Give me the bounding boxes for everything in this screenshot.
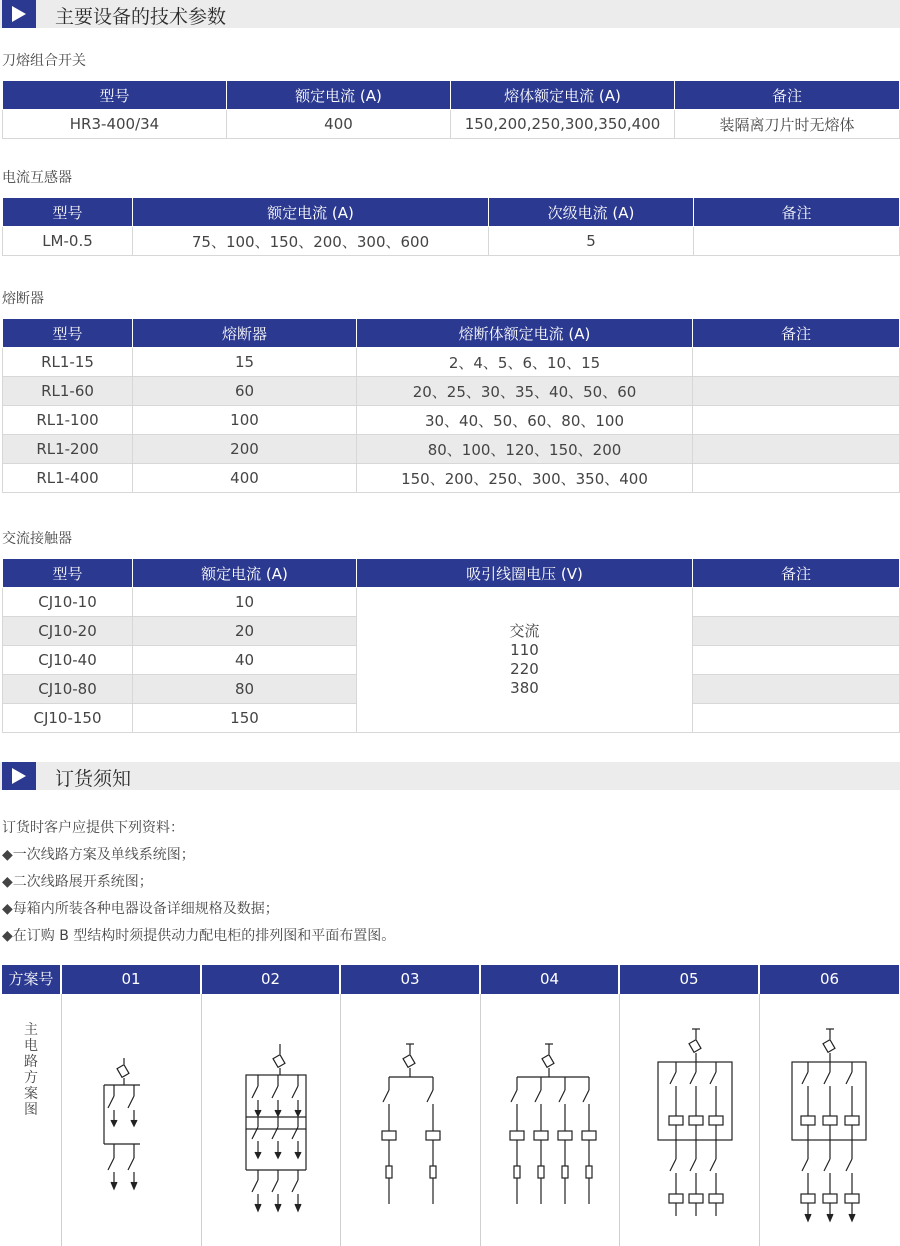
header-cell: 次级电流 (A) xyxy=(489,198,694,227)
header-cell: 额定电流 (A) xyxy=(133,198,489,227)
note-line: ◆在订购 B 型结构时须提供动力配电柜的排列图和平面布置图。 xyxy=(2,928,396,944)
scheme-05-diagram xyxy=(620,994,758,1246)
table-header-row xyxy=(3,198,900,227)
scheme-01-diagram xyxy=(62,994,200,1246)
table-cell: 40 xyxy=(133,646,357,675)
note-line: ◆每箱内所装各种电器设备详细规格及数据； xyxy=(2,901,279,917)
table-cell xyxy=(693,435,900,464)
label-char: 主 xyxy=(24,1022,38,1038)
scheme-header-label: 方案号 xyxy=(2,965,60,994)
contactor-table xyxy=(2,558,900,733)
header-cell: 熔断器 xyxy=(133,319,357,348)
table-cell: 30、40、50、60、80、100 xyxy=(357,406,693,435)
table-cell xyxy=(693,675,900,704)
table-cell: RL1-400 xyxy=(3,464,133,493)
header-cell: 备注 xyxy=(694,198,900,227)
scheme-06-diagram xyxy=(760,994,899,1246)
table-cell: 装隔离刀片时无熔体 xyxy=(675,110,900,139)
table-cell: CJ10-150 xyxy=(3,704,133,733)
table-row xyxy=(3,588,900,617)
table-cell: CJ10-80 xyxy=(3,675,133,704)
label-char: 方 xyxy=(24,1070,38,1086)
voltage-line: 220 xyxy=(510,660,539,678)
table-cell: RL1-200 xyxy=(3,435,133,464)
table-cell: 75、100、150、200、300、600 xyxy=(133,227,489,256)
current-transformer-table xyxy=(2,197,900,256)
table-header-row xyxy=(3,319,900,348)
table-cell: 400 xyxy=(227,110,451,139)
label-char: 电 xyxy=(24,1038,38,1054)
note-line: 订货时客户应提供下列资料： xyxy=(2,820,184,836)
header-cell: 型号 xyxy=(3,559,133,588)
table-cell: 200 xyxy=(133,435,357,464)
scheme-03-diagram xyxy=(341,994,479,1246)
voltage-line: 380 xyxy=(510,679,539,697)
header-cell: 额定电流 (A) xyxy=(227,81,451,110)
scheme-table xyxy=(2,965,899,1246)
header-cell: 备注 xyxy=(693,319,900,348)
scheme-04-diagram xyxy=(481,994,618,1246)
scheme-02-diagram xyxy=(202,994,339,1246)
table-row xyxy=(3,464,900,493)
table-cell: CJ10-40 xyxy=(3,646,133,675)
table-cell: 100 xyxy=(133,406,357,435)
label-char: 路 xyxy=(24,1054,38,1070)
header-cell: 备注 xyxy=(675,81,900,110)
header-cell: 吸引线圈电压 (V) xyxy=(357,559,693,588)
note-line: ◆二次线路展开系统图； xyxy=(2,874,153,890)
section-title: 订货须知 xyxy=(55,768,132,790)
table-cell xyxy=(694,227,900,256)
table-cell: RL1-100 xyxy=(3,406,133,435)
table-cell: 150,200,250,300,350,400 xyxy=(451,110,675,139)
knife-switch-table xyxy=(2,80,900,139)
scheme-number: 04 xyxy=(481,965,618,994)
header-cell: 熔断体额定电流 (A) xyxy=(357,319,693,348)
note-line: ◆一次线路方案及单线系统图； xyxy=(2,847,195,863)
section-bar-order-notes xyxy=(0,762,900,790)
table-cell xyxy=(693,464,900,493)
fuse-title: 熔断器 xyxy=(2,291,44,307)
table-cell: 400 xyxy=(133,464,357,493)
coil-voltage-cell xyxy=(357,588,693,733)
table-cell: 10 xyxy=(133,588,357,617)
table-cell xyxy=(693,348,900,377)
table-cell: HR3-400/34 xyxy=(3,110,227,139)
table-row xyxy=(3,348,900,377)
scheme-number: 03 xyxy=(341,965,479,994)
header-cell: 额定电流 (A) xyxy=(133,559,357,588)
table-cell: RL1-60 xyxy=(3,377,133,406)
table-cell: CJ10-20 xyxy=(3,617,133,646)
table-cell: 60 xyxy=(133,377,357,406)
fuse-table xyxy=(2,318,900,493)
table-row xyxy=(3,227,900,256)
header-cell: 型号 xyxy=(3,81,227,110)
table-cell: 150 xyxy=(133,704,357,733)
header-cell: 备注 xyxy=(693,559,900,588)
current-transformer-title: 电流互感器 xyxy=(2,170,72,186)
scheme-number: 05 xyxy=(620,965,758,994)
main-circuit-label xyxy=(24,1022,42,1118)
table-cell xyxy=(693,406,900,435)
header-cell: 熔体额定电流 (A) xyxy=(451,81,675,110)
table-row xyxy=(3,110,900,139)
table-cell: 150、200、250、300、350、400 xyxy=(357,464,693,493)
table-row xyxy=(3,406,900,435)
section-bar-tech-params xyxy=(0,0,900,28)
table-cell: CJ10-10 xyxy=(3,588,133,617)
voltage-line: 110 xyxy=(510,641,539,659)
table-cell: 20、25、30、35、40、50、60 xyxy=(357,377,693,406)
table-row xyxy=(3,377,900,406)
table-cell: 20 xyxy=(133,617,357,646)
scheme-number: 06 xyxy=(760,965,899,994)
table-cell xyxy=(693,588,900,617)
knife-switch-title: 刀熔组合开关 xyxy=(2,53,86,69)
table-cell: 80 xyxy=(133,675,357,704)
table-header-row xyxy=(3,81,900,110)
table-cell: 15 xyxy=(133,348,357,377)
play-arrow-icon xyxy=(2,0,36,28)
voltage-line: 交流 xyxy=(509,622,540,640)
table-row xyxy=(3,435,900,464)
contactor-title: 交流接触器 xyxy=(2,531,72,547)
play-arrow-icon xyxy=(2,762,36,790)
table-cell xyxy=(693,646,900,675)
table-cell: LM-0.5 xyxy=(3,227,133,256)
order-notes-list xyxy=(2,815,395,950)
table-cell: 80、100、120、150、200 xyxy=(357,435,693,464)
scheme-number: 01 xyxy=(62,965,200,994)
scheme-number: 02 xyxy=(202,965,339,994)
table-cell xyxy=(693,704,900,733)
table-header-row xyxy=(3,559,900,588)
table-cell xyxy=(693,377,900,406)
table-cell: RL1-15 xyxy=(3,348,133,377)
section-title: 主要设备的技术参数 xyxy=(55,6,227,28)
label-char: 案 xyxy=(24,1086,38,1102)
label-char: 图 xyxy=(24,1102,38,1118)
table-cell: 2、4、5、6、10、15 xyxy=(357,348,693,377)
header-cell: 型号 xyxy=(3,319,133,348)
table-cell xyxy=(693,617,900,646)
table-cell: 5 xyxy=(489,227,694,256)
header-cell: 型号 xyxy=(3,198,133,227)
